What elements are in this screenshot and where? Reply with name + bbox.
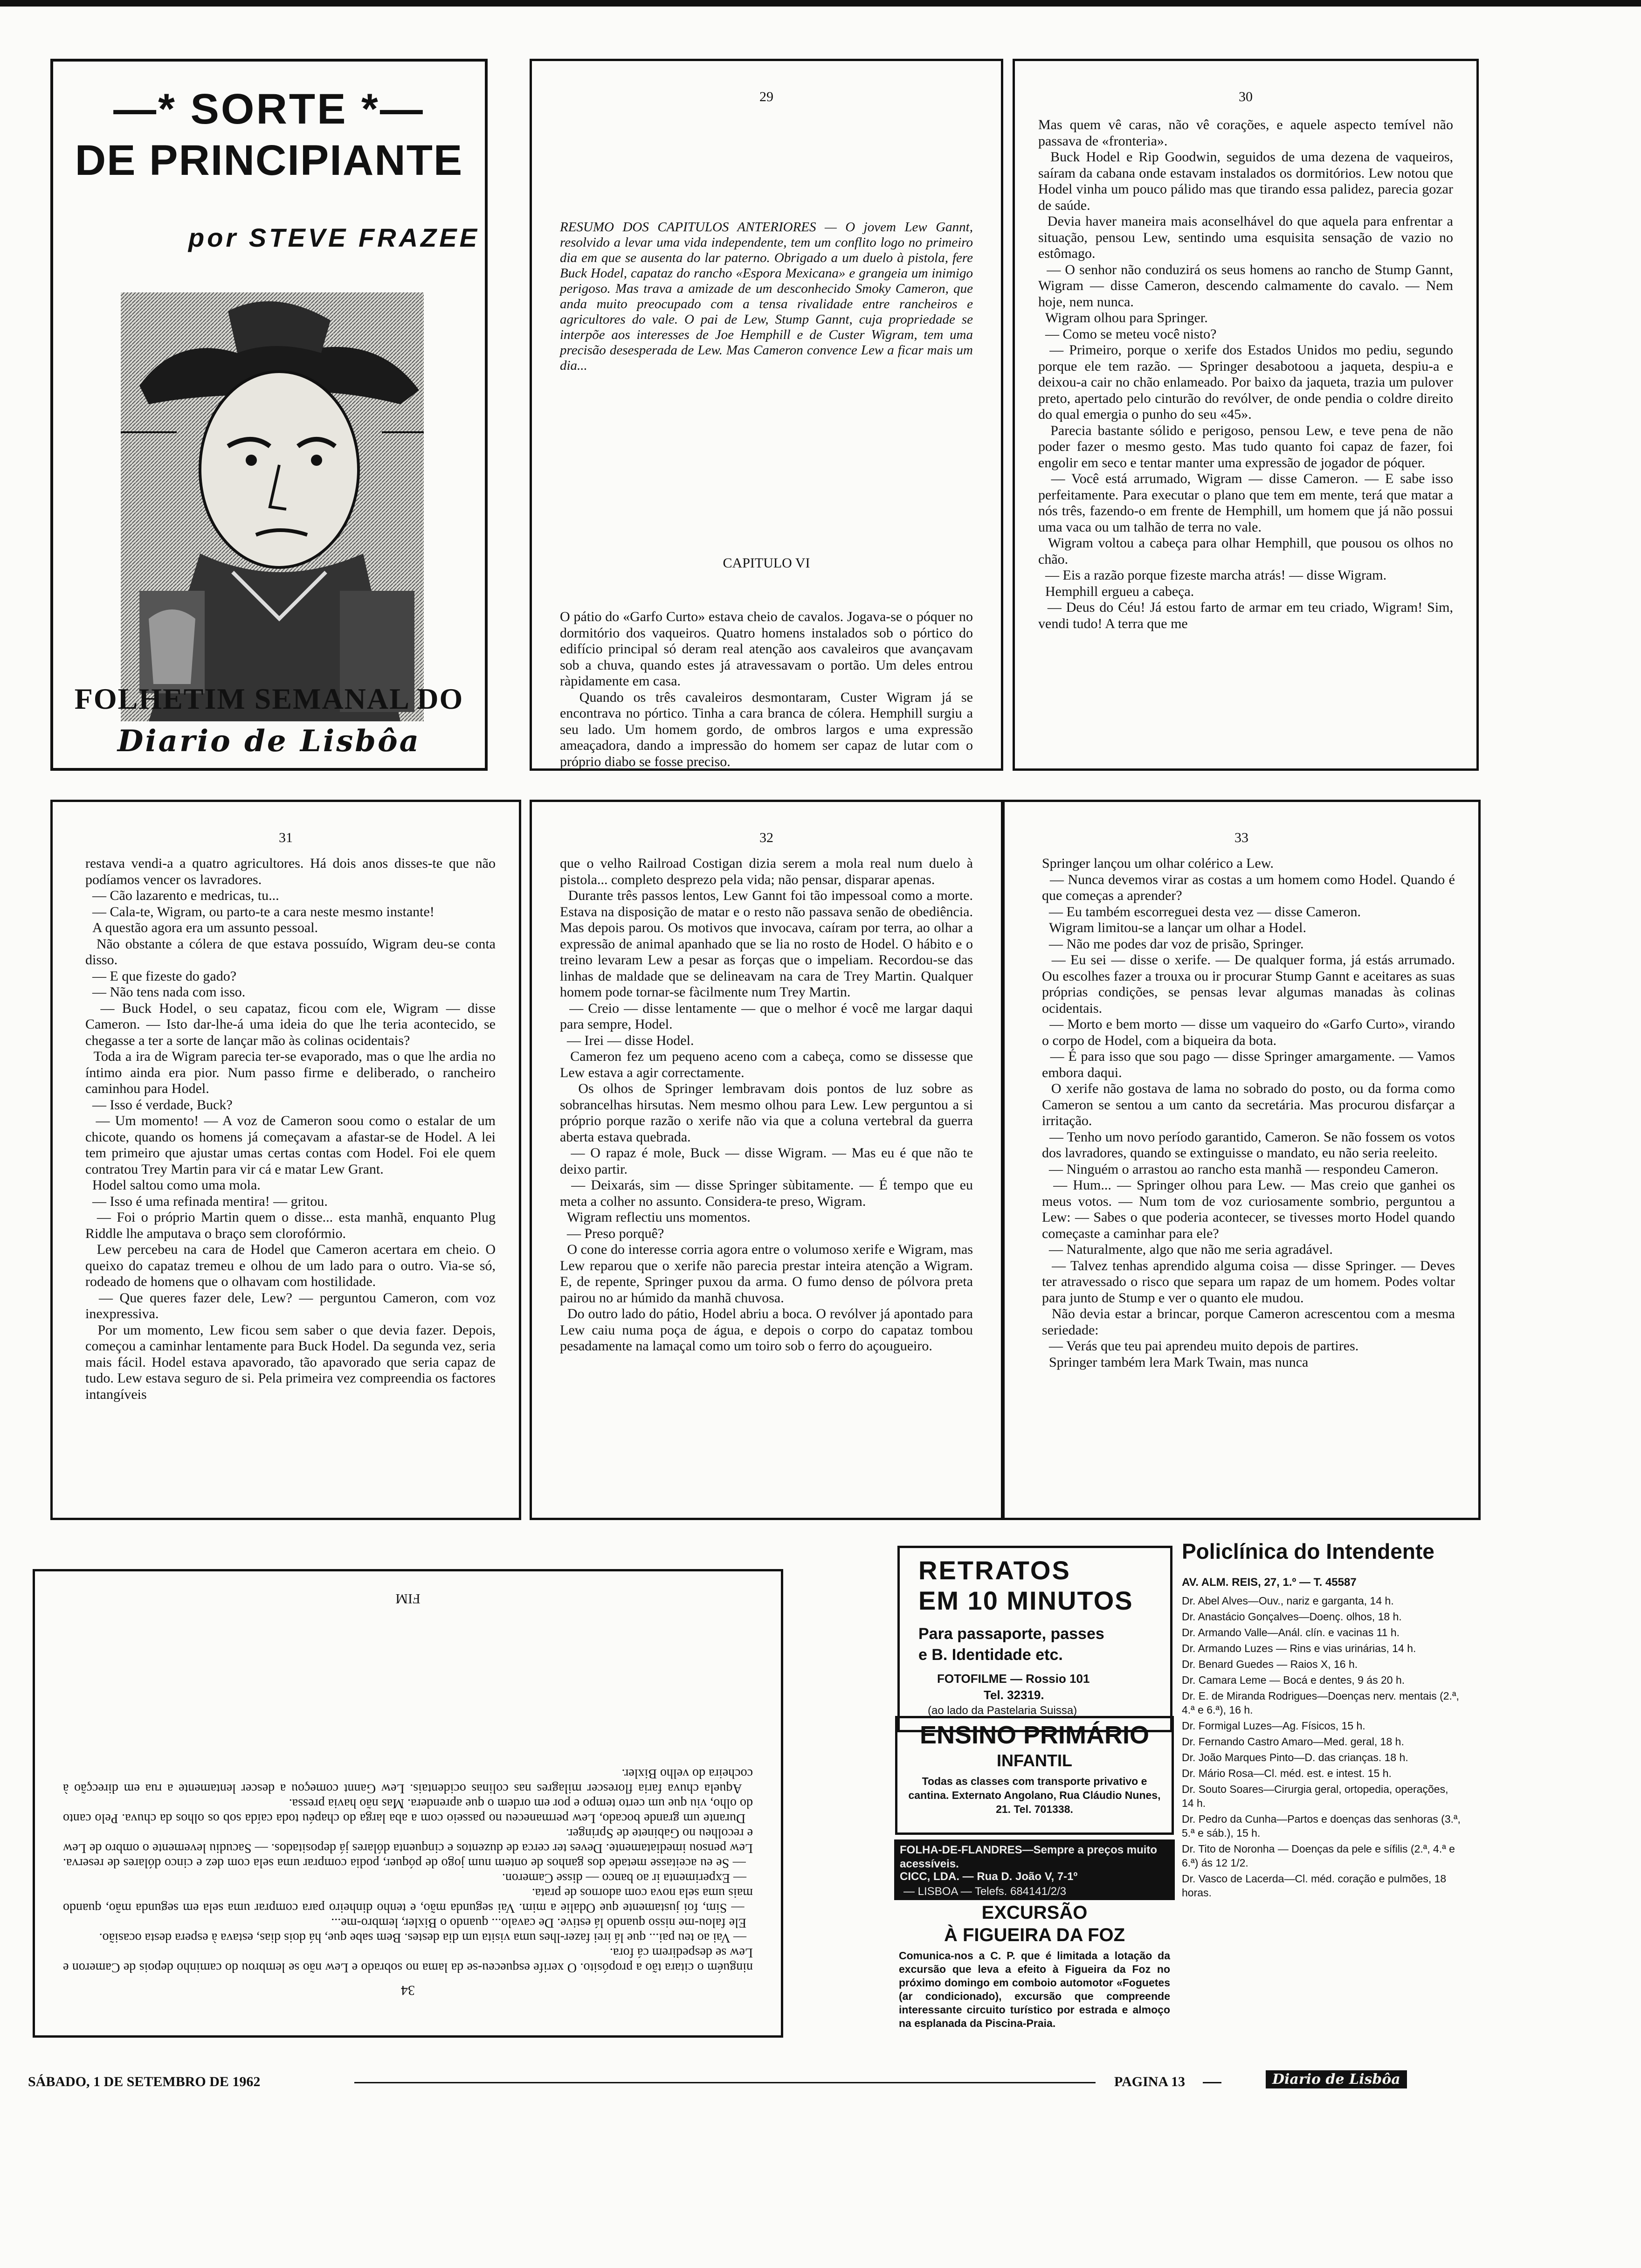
- policlinica-entry: Dr. Mário Rosa—Cl. méd. est. e intest. 15 h.: [1182, 1767, 1392, 1779]
- ad-folha-line3: — LISBOA — Telefs. 684141/2/3: [903, 1885, 1067, 1898]
- ad-retratos-line1: RETRATOS: [918, 1556, 1071, 1585]
- policlinica-address: AV. ALM. REIS, 27, 1.º — T. 45587: [1182, 1576, 1357, 1589]
- page-33-panel: [1002, 800, 1481, 1520]
- page-29-panel: [530, 59, 1003, 771]
- folhetim-label: FOLHETIM SEMANAL DO: [74, 682, 464, 715]
- policlinica-entry: Dr. Tito de Noronha — Doenças da pele e sífilis (2.ª, 4.ª e 6.ª) ás 12 1/2.: [1182, 1843, 1455, 1869]
- page-number: 31: [279, 830, 293, 845]
- page-number: 33: [1234, 830, 1248, 845]
- story-text: Springer lançou um olhar colérico a Lew. — Nunca devemos virar as costas a um homem como Hodel. Quando é que começas a aprender? — Eu também escorreguei desta vez — disse Cameron. Wigram limitou-se a lançar um olhar a Hodel. — Não me podes dar voz de prisão, Springer. — Eu sei — disse o xerife. — De qualquer forma, já estás arrumado. Ou escolhes fazer a trouxa ou ir procurar Stump Gannt e aceitares as suas próprias condições, se pensas levar algumas manadas às colinas ocidentais. — Morto e bem morto — disse um vaqueiro do «Garfo Curto», virando o corpo de Hodel, com a biqueira da bota. — É para isso que sou pago — disse Springer amargamente. — Vamos embora daqui. O xerife não gostava de lama no sobrado do posto, ou da forma como Cameron se sentou a um canto da secretária. Mas procurou disfarçar a irritação. — Tenho um novo período garantido, Cameron. Se não fossem os votos dos lavradores, quando se extinguisse o mandato, eu não seria reeleito. — Ninguém o arrastou ao rancho esta manhã — respondeu Cameron. — Hum... — Springer olhou para Lew. — Mas creio que ganhei os meus votos. — Num tom de voz curiosamente sombrio, perguntou a Lew: — Sabes o que poderia acontecer, se tivesses morto Hodel quando começaste a caminhar para ele? — Naturalmente, algo que não me seria agradável. — Talvez tenhas aprendido alguma coisa — disse Springer. — Deves ter atravessado o risco que separa um rapaz de um homem. Podes voltar para junto de Stump e ver o quanto ele mudou. Não devia estar a brincar, porque Cameron acrescentou com a mesma seriedade: — Verás que teu pai aprendeu muito depois de partires. Springer também lera Mark Twain, mas nunca: [1042, 856, 1455, 1370]
- footer-rule: [354, 2082, 1096, 2083]
- page-30-panel: [1013, 59, 1479, 771]
- policlinica-entry: Dr. Souto Soares—Cirurgia geral, ortopedia, operações, 14 h.: [1182, 1783, 1448, 1809]
- ad-retratos-line3: Para passaporte, passes: [918, 1625, 1104, 1643]
- page-number: 30: [1239, 89, 1253, 104]
- policlinica-entry: Dr. João Marques Pinto—D. das crianças. 18 h.: [1182, 1751, 1408, 1763]
- ad-ensino: [895, 1716, 1174, 1835]
- story-text: O pátio do «Garfo Curto» estava cheio de cavalos. Jogava-se o póquer no dormitório dos vaqueiros. Quatro homens instalados sob o pórtico do edifício principal só deram real atenção aos cavaleiros que avançavam sob a chuva, quando estes já atravessavam o portão. Um deles entrou ràpidamente em casa. Quando os três cavaleiros desmontaram, Custer Wigram já se encontrava no pórtico. Tinha a cara branca de cólera. Hemphill surgiu a seu lado. Um homem gordo, de ombros largos e uma expressão ameaçadora, dando a impressão do homem ser capaz de lutar com o próprio diabo se fosse preciso.: [560, 609, 973, 769]
- page-31-panel: [50, 800, 521, 1520]
- ad-folha-de-flandres: [894, 1839, 1175, 1900]
- ad-ensino-line1: ENSINO PRIMÁRIO: [919, 1721, 1150, 1749]
- chapter-summary: RESUMO DOS CAPITULOS ANTERIORES — O jovem Lew Gannt, resolvido a levar uma vida independente, tem um conflito logo no primeiro dia em que se ausenta do lar paterno. Obrigado a um duelo à pistola, fere Buck Hodel, capataz do rancho «Espora Mexicana» e grangeia um inimigo perigoso. Mas trava a amizade de um desconhecido Smoky Cameron, que anda muito preocupado com a tensa rivalidade entre rancheiros e agricultores do vale. O pai de Lew, Stump Gannt, cuja propriedade se interpõe aos interesses de Joe Hemphill e de Custer Wigram, tem uma precisão desesperada de Lew. Mas Cameron convence Lew a ficar mais um dia...: [560, 220, 977, 373]
- policlinica-entry: Dr. Pedro da Cunha—Partos e doenças das senhoras (3.ª, 5.ª e sáb.), 15 h.: [1182, 1813, 1461, 1839]
- page-number: 29: [759, 89, 773, 104]
- ad-retratos: [897, 1546, 1172, 1732]
- policlinica-entry: Dr. Armando Luzes — Rins e vias urinárias, 14 h.: [1182, 1642, 1416, 1654]
- ad-excursao-line2: À FIGUEIRA DA FOZ: [944, 1925, 1125, 1945]
- top-rule: [0, 0, 1641, 7]
- story-author: por STEVE FRAZEE: [188, 223, 480, 252]
- story-text: Mas quem vê caras, não vê corações, e aquele aspecto temível não passava de «fronteria». Buck Hodel e Rip Goodwin, seguidos de uma dezena de vaqueiros, saíram da cabana onde estavam instalados os dormitórios. Lew notou que Hodel vinha um pouco pálido mas que tirando essa palidez, parecia gozar de saúde. Devia haver maneira mais aconselhável do que aquela para enfrentar a situação, pensou Lew, sentindo uma esquisita sensação de vazio no estômago. — O senhor não conduzirá os seus homens ao rancho de Stump Gannt, Wigram — disse Cameron, descendo calmamente do cavalo. — Nem hoje, nem nunca. Wigram olhou para Springer. — Como se meteu você nisto? — Primeiro, porque o xerife dos Estados Unidos mo pediu, segundo porque ele tem razão. — Springer desabotoou a jaqueta, despiu-a e deixou-a cair no chão enlameado. Por baixo da jaqueta, trazia um pulover preto, apertado pelo cinturão do revólver, de onde pendia o coldre direito do qual emergia o punho do seu «45». Parecia bastante sólido e perigoso, pensou Lew, e teve pena de não poder fazer o mesmo gesto. Mas tudo quanto foi capaz de fazer, foi engolir em seco e tentar manter uma expressão de jogador de póquer. — Você está arrumado, Wigram — disse Cameron. — E sabe isso perfeitamente. Para executar o plano que tem em mente, terá que matar a nós três, fazendo-o em frente de Hemphill, um homem que já não possui uma vaca ou um talhão de terra no vale. Wigram voltou a cabeça para olhar Hemphill, que pousou os olhos no chão. — Eis a razão porque fizeste marcha atrás! — disse Wigram. Hemphill ergueu a cabeça. — Deus do Céu! Já estou farto de armar em teu criado, Wigram! Sim, vendi tudo! A terra que me: [1038, 117, 1454, 631]
- page-32-panel: [530, 800, 1003, 1520]
- policlinica-entry: Dr. Formigal Luzes—Ag. Físicos, 15 h.: [1182, 1720, 1365, 1732]
- policlinica-entry: Dr. Armando Valle—Anál. clín. e vacinas 11 h.: [1182, 1626, 1400, 1639]
- story-text: que o velho Railroad Costigan dizia serem a mola real num duelo à pistola... completo desprezo pela vida; não pensar, disparar apenas. Durante três passos lentos, Lew Gannt foi tão impessoal como a morte. Estava na disposição de matar e o resto não passava senão de obediência. Mas depois parou. Os motivos que invocava, caíram por terra, ao olhar a expressão de animal apanhado que se lia no rosto de Hodel. O hábito e o treino levaram Lew a pesar as forças que o impeliam. Recordou-se das linhas de maldade que se delineavam na cara de Trey Martin. Qualquer homem pode tornar-se fàcilmente num Trey Martin. — Creio — disse lentamente — que o melhor é você me largar daqui para sempre, Hodel. — Irei — disse Hodel. Cameron fez um pequeno aceno com a cabeça, como se dissesse que Lew estava a agir correctamente. Os olhos de Springer lembravam dois pontos de luz sobre as sobrancelhas hirsutas. Nem mesmo olhou para Lew. Lew perguntou a si próprio porque razão o xerife não via que a coluna vertebral da guerra aberta estava quebrada. — O rapaz é mole, Buck — disse Wigram. — Mas eu é que não te deixo partir. — Deixarás, sim — disse Springer sùbitamente. — É tempo que eu meta a colher no assunto. Considera-te preso, Wigram. Wigram reflectiu uns momentos. — Preso porquê? O cone do interesse corria agora entre o volumoso xerife e Wigram, mas Lew reparou que o xerife não parecia prestar inteira atenção a Wigram. E, de repente, Springer puxou da arma. O fumo denso de pólvora preta pairou no ar húmido da manhã chuvosa. Do outro lado do pátio, Hodel abriu a boca. O revólver já apontado para Lew caiu numa poça de água, e depois o corpo do capataz tombou pesadamente na lamaçal como um toiro sob o ferro do açougueiro.: [560, 856, 973, 1354]
- ad-retratos-line2: EM 10 MINUTOS: [918, 1586, 1133, 1615]
- policlinica-entry: Dr. Abel Alves—Ouv., nariz e garganta, 14 h.: [1182, 1595, 1394, 1607]
- ad-excursao-line1: EXCURSÃO: [981, 1902, 1088, 1923]
- ad-excursao-line3: Comunica-nos a C. P. que é limitada a lotação da excursão que leva a efeito à Figueira da Foz no próximo domingo em comboio automotor «Foguetes (ar condicionado), excursão que compreende interessante circuito turístico por estrada e almoço na esplanada da Piscina-Praia.: [899, 1950, 1170, 2029]
- end-label: FIM: [395, 1591, 421, 1606]
- ad-ensino-line3: Todas as classes com transporte privativo e cantina. Externato Angolano, Rua Cláudio Nunes, 21. Tel. 701338.: [908, 1775, 1161, 1815]
- ad-excursao: [894, 1902, 1175, 2047]
- footer-page-number: PAGINA 13: [1114, 2074, 1185, 2089]
- footer-logo: Diario de Lisbôa: [1266, 2070, 1407, 2088]
- ad-policlinica: [1182, 1539, 1462, 2047]
- policlinica-title: Policlínica do Intendente: [1182, 1539, 1434, 1563]
- ad-folha-line2: CICC, LDA. — Rua D. João V, 7-1º: [900, 1870, 1078, 1883]
- story-text: restava vendi-a a quatro agricultores. Há dois anos disses-te que não podíamos vencer os lavradores. — Cão lazarento e medricas, tu... — Cala-te, Wigram, ou parto-te a cara neste mesmo instante! A questão agora era um assunto pessoal. Não obstante a cólera de que estava possuído, Wigram deu-se conta disso. — E que fizeste do gado? — Não tens nada com isso. — Buck Hodel, o seu capataz, ficou com ele, Wigram — disse Cameron. — Isto dar-lhe-á uma ideia do que lhe teria acontecido, se chegasse a ter a sorte de lançar mão às colinas ocidentais? Toda a ira de Wigram parecia ter-se evaporado, mas o que lhe ardia no íntimo ainda era pior. Num passo firme e deliberado, o rancheiro caminhou para Hodel. — Isso é verdade, Buck? — Um momento! — A voz de Cameron soou como o estalar de um chicote, quando os homens já começavam a afastar-se de Hodel. A lei tem primeiro que ajustar umas certas contas com Hodel. Foi ele quem contratou Trey Martin para vir cá e matar Lew Grant. Hodel saltou como uma mola. — Isso é uma refinada mentira! — gritou. — Foi o próprio Martin quem o disse... esta manhã, enquanto Plug Riddle lhe amputava o braço sem clorofórmio. Lew percebeu na cara de Hodel que Cameron acertara em cheio. O queixo do capataz tremeu e olhou de um lado para o outro. Via-se só, rodeado de homens que o olhavam com hostilidade. — Que queres fazer dele, Lew? — perguntou Cameron, com voz inexpressiva. Por um momento, Lew ficou sem saber o que devia fazer. Depois, começou a caminhar lentamente para Buck Hodel. Da segunda vez, seria mais fácil. Hodel estava apavorado, tão apavorado que seria capaz de tudo. Lew estava seguro de si. Pela primeira vez compreendia os factores intangíveis: [85, 856, 496, 1402]
- policlinica-entry: Dr. Camara Leme — Bocá e dentes, 9 ás 20 h.: [1182, 1674, 1405, 1686]
- policlinica-entry: Dr. Benard Guedes — Raios X, 16 h.: [1182, 1658, 1358, 1670]
- ad-folha-line1: FOLHA-DE-FLANDRES—Sempre a preços muito acessíveis.: [900, 1844, 1158, 1870]
- ad-retratos-line5: FOTOFILME — Rossio 101: [937, 1672, 1090, 1686]
- cover-panel: [50, 59, 488, 771]
- story-title-line1: —* SORTE *—: [113, 85, 425, 133]
- page-number: 32: [759, 830, 773, 845]
- policlinica-entry: Dr. Vasco de Lacerda—Cl. méd. coração e pulmões, 18 horas.: [1182, 1873, 1447, 1899]
- ad-retratos-line6: Tel. 32319.: [984, 1688, 1044, 1702]
- upside-down-content: [35, 1571, 781, 2035]
- ad-retratos-line7: (ao lado da Pastelaria Suissa): [928, 1704, 1077, 1717]
- ad-retratos-line4: e B. Identidade etc.: [918, 1646, 1063, 1664]
- policlinica-entry: Dr. E. de Miranda Rodrigues—Doenças nerv. mentais (2.ª, 4.ª e 6.ª), 16 h.: [1182, 1690, 1459, 1716]
- story-title-line2: DE PRINCIPIANTE: [75, 137, 463, 184]
- footer-date: SÁBADO, 1 DE SETEMBRO DE 1962: [28, 2074, 261, 2089]
- story-text: ninguém o citara tão a propósito. O xerife esqueceu-se da lama no sobrado e Lew não se lembrou do caminho depois de Cameron e Lew se despedirem cá fora. — Vai ao teu pai... que lá irei fazer-lhes uma visita um dia destes. Bem sabe que, há dois dias, estava à espera desta ocasião. Ele falou-me nisso quando lá estive. De cavalo... quando o Bixler, lembro-me... — Sim, foi justamente que Odalie a mim. Vai segunda mão, e tenho dinheiro para comprar uma sela em segunda mão, quando mais uma sela nova com adornos de prata. — Experimenta ir ao banco — disse Cameron. — Se eu aceitasse metade dos ganhos de ontem num jogo de póquer, podia comprar uma sela com dez e cinco dólares de reserva. Lew pensou imediatamente. Deves ter cerca de duzentos e cinquenta dólares já depositados. — Sacudiu levemente o ombro de Lew e recolheu no Gabinete de Springer. Durante um grande bocado, Lew permaneceu no passeio com a aba larga do chapéu toda caída sob os olhos da chuva. Pelo canto do olho, viu que um certo tempo e por em ordem o que aprendera. Mas não havia pressa. Aquela chuva faria florescer milagres nas colinas ocidentais. Lew Gannt começou a descer lentamente a rua em direcção à cocheira do velho Bixler.: [62, 1766, 753, 1975]
- policlinica-doctor-list: [1182, 1594, 1462, 1902]
- policlinica-entry: Dr. Anastácio Gonçalves—Doenç. olhos, 18 h.: [1182, 1611, 1402, 1623]
- ad-ensino-line2: INFANTIL: [997, 1751, 1072, 1770]
- policlinica-entry: Dr. Fernando Castro Amaro—Med. geral, 18 h.: [1182, 1736, 1404, 1748]
- page-34-panel: [33, 1569, 783, 2038]
- chapter-heading: CAPITULO VI: [723, 555, 810, 571]
- page-number: 34: [401, 1983, 415, 1998]
- illustration-cowboy: [121, 292, 424, 721]
- footer-rule-2: [1203, 2082, 1221, 2083]
- newspaper-logo: Diario de Lisbôa: [117, 724, 421, 759]
